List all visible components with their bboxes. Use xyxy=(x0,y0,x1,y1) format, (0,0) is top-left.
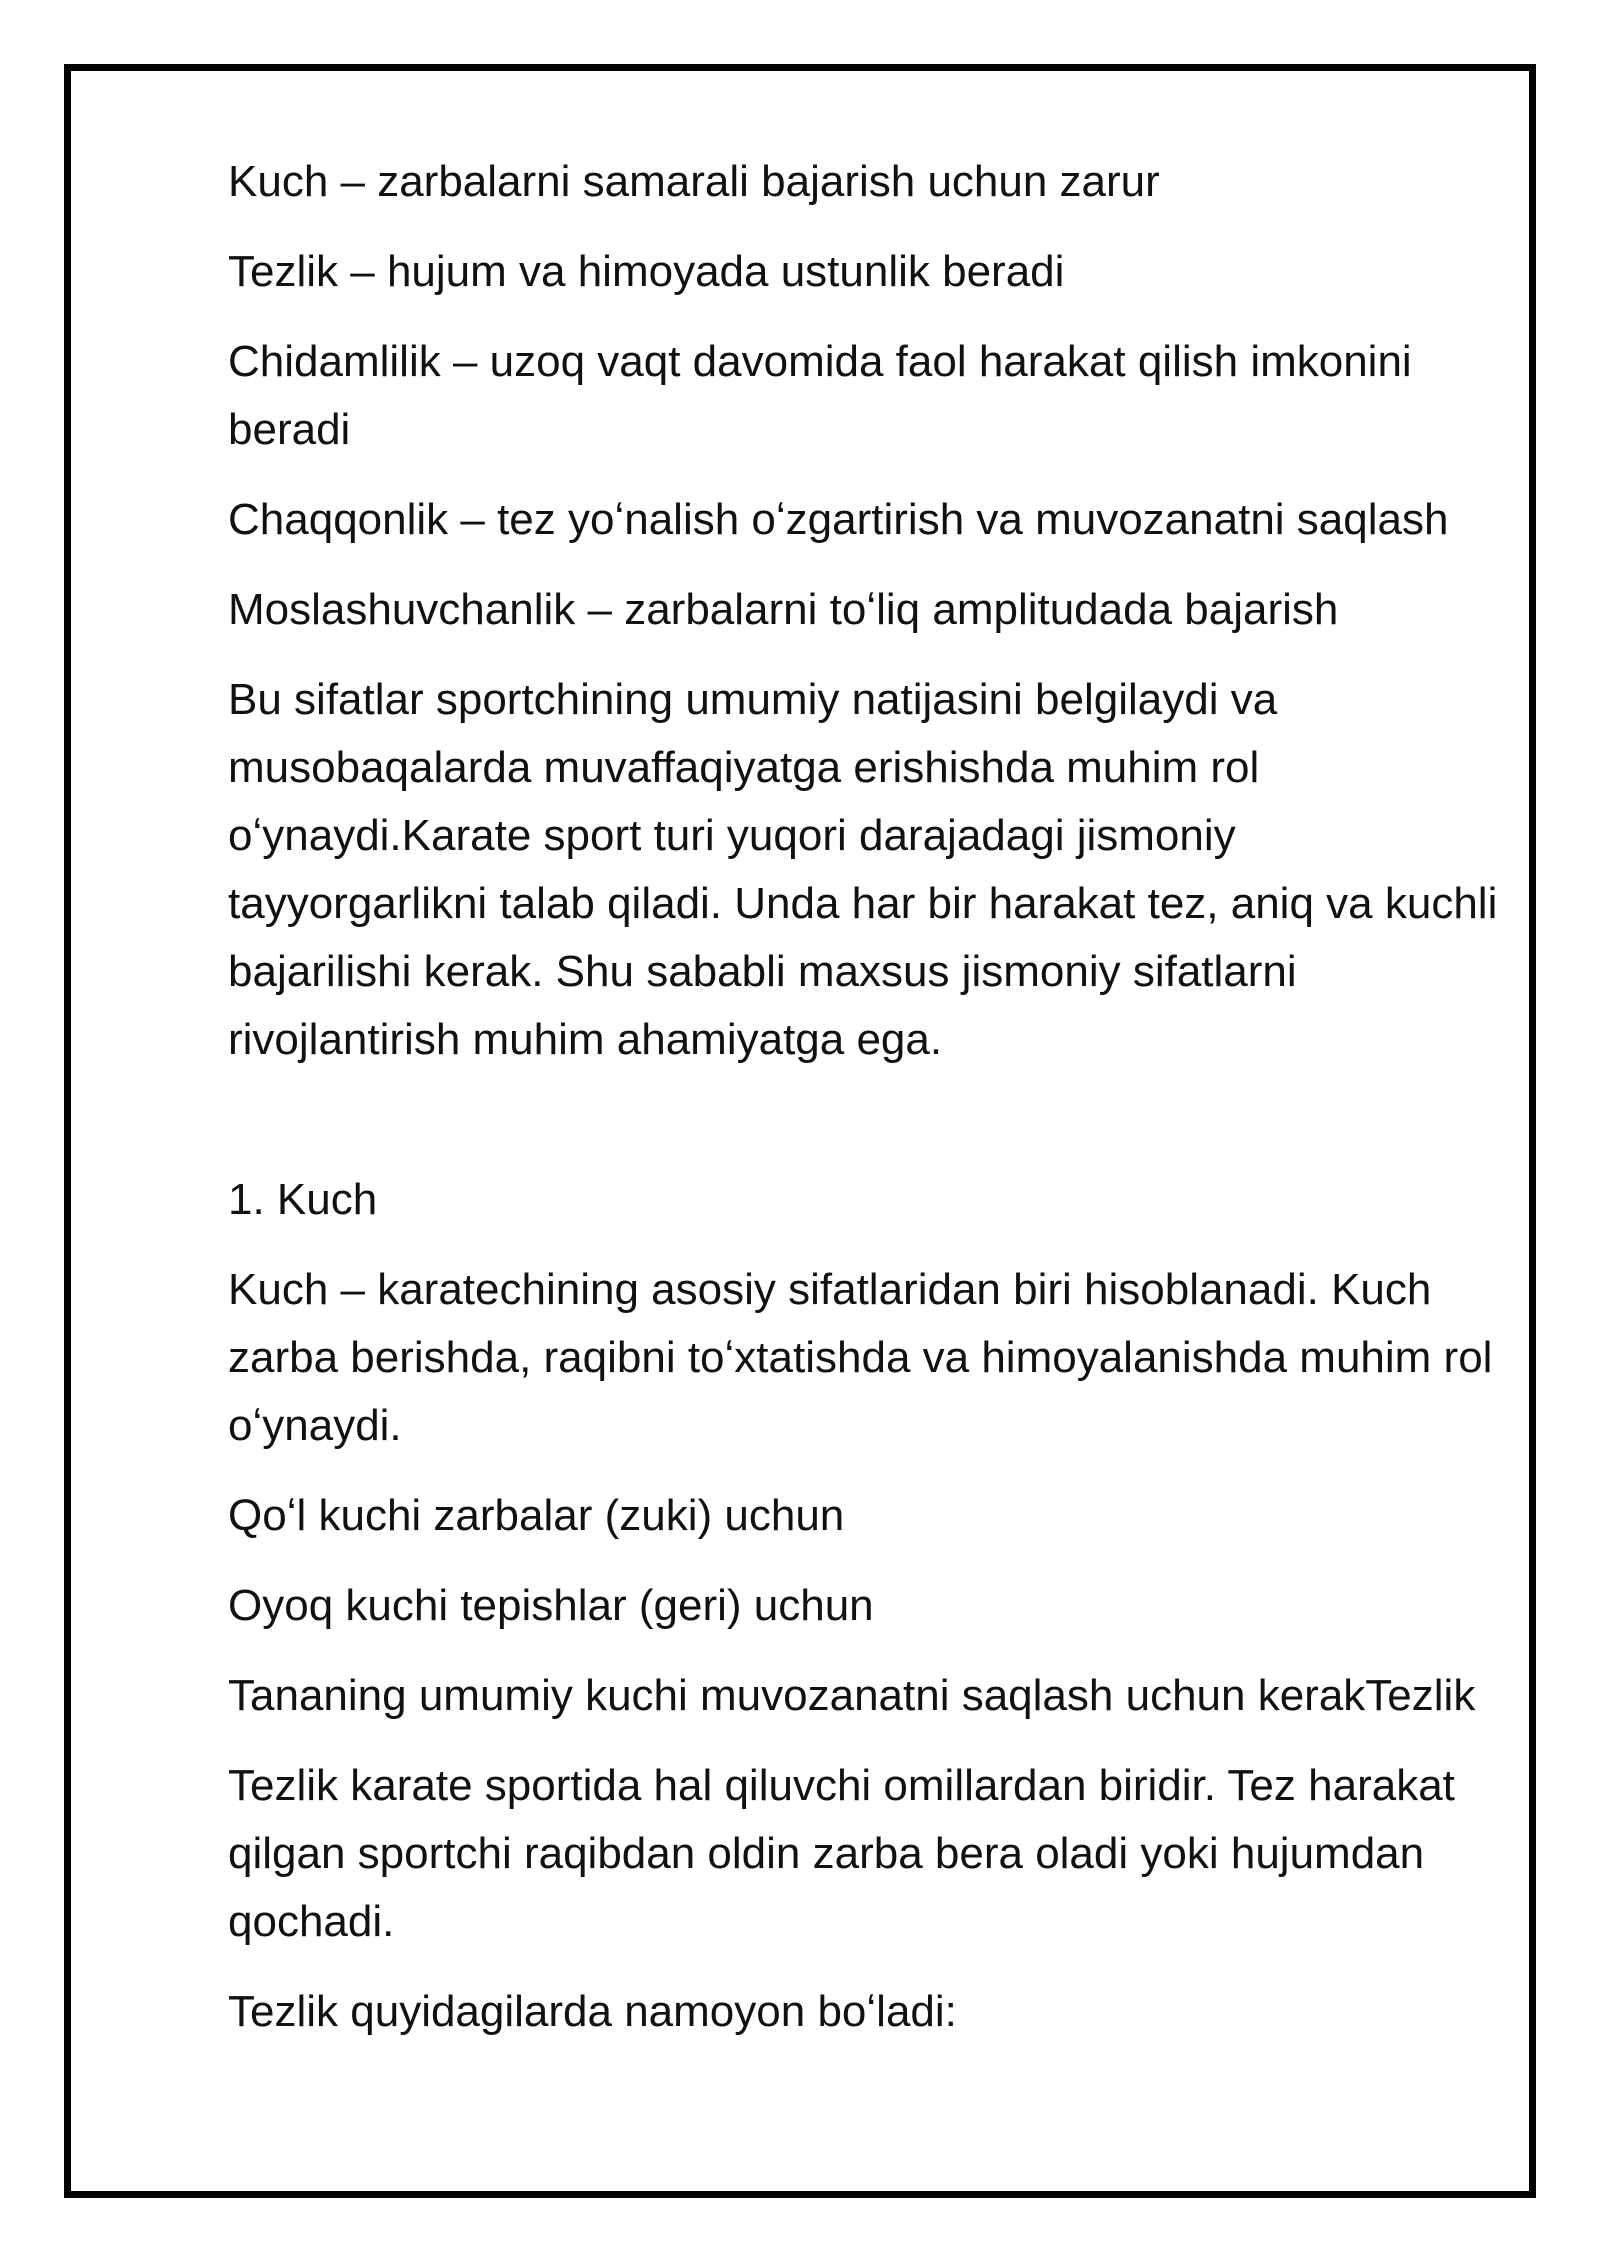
section-paragraph-tezlik: Tezlik karate sportida hal qiluvchi omillardan biridir. Tez harakat qilgan sportchi raqibdan oldin zarba bera oladi yoki hujumdan qochadi. xyxy=(228,1761,1455,1946)
section-paragraph-kuch: Kuch – karatechining asosiy sifatlaridan biri hisoblanadi. Kuch zarba berishda, raqibni toʻxtatishda va himoyalanishda muhim rol oʻynaydi. xyxy=(228,1265,1493,1450)
section-heading: 1. Kuch xyxy=(228,1175,378,1224)
section-line-tezlik-namoyon: Tezlik quyidagilarda namoyon boʻladi: xyxy=(228,1987,957,2036)
intro-line-chaqqonlik: Chaqqonlik – tez yoʻnalish oʻzgartirish va muvozanatni saqlash xyxy=(228,495,1449,544)
summary-paragraph: Bu sifatlar sportchining umumiy natijasini belgilaydi va musobaqalarda muvaffaqiyatga erishishda muhim rol oʻynaydi.Karate sport turi yuqori darajadagi jismoniy tayyorgarlikni talab qiladi. Unda har bir harakat tez, aniq va kuchli bajarilishi kerak. Shu sababli maxsus jismoniy sifatlarni rivojlantirish muhim ahamiyatga ega. xyxy=(228,675,1498,1064)
intro-line-tezlik: Tezlik – hujum va himoyada ustunlik beradi xyxy=(228,247,1065,296)
intro-line-kuch: Kuch – zarbalarni samarali bajarish uchun zarur xyxy=(228,157,1160,206)
intro-line-chidamlilik: Chidamlilik – uzoq vaqt davomida faol harakat qilish imkonini beradi xyxy=(228,337,1412,454)
section-line-oyoq-kuchi: Oyoq kuchi tepishlar (geri) uchun xyxy=(228,1581,874,1630)
section-line-tana-kuchi: Tananing umumiy kuchi muvozanatni saqlash uchun kerakTezlik xyxy=(228,1671,1476,1720)
section-line-qol-kuchi: Qoʻl kuchi zarbalar (zuki) uchun xyxy=(228,1491,845,1540)
intro-line-moslashuvchanlik: Moslashuvchanlik – zarbalarni toʻliq amplitudada bajarish xyxy=(228,585,1339,634)
document-body xyxy=(228,148,1498,2068)
section-spacer xyxy=(228,1096,1498,1166)
